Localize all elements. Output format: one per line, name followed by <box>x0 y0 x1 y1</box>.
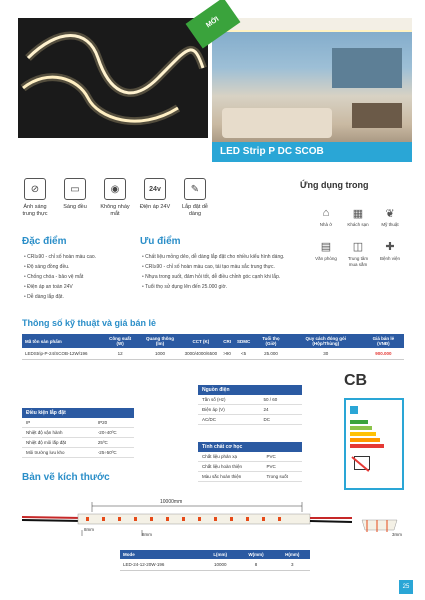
table-row <box>22 418 134 428</box>
table-cell: <5 <box>234 348 253 360</box>
table-cell: LEDStrip-P-24/SCOB-12W/196 <box>22 348 102 360</box>
column-header: W(mm) <box>237 550 274 559</box>
value-cell: DC <box>260 415 303 425</box>
value-cell: -25÷50ºC <box>94 448 134 458</box>
key-cell: Chất liệu phản xạ <box>198 452 263 462</box>
list-item: • Tuổi thọ sử dụng lên đến 25.000 giờ. <box>142 282 307 292</box>
dimension-width: 8mm <box>84 527 94 532</box>
column-header: Quang thông (lm) <box>138 334 181 348</box>
table-row <box>198 415 302 425</box>
table-cell: 1000 <box>138 348 181 360</box>
characteristics-title: Đặc điểm <box>22 236 67 247</box>
column-header: L(mm) <box>203 550 238 559</box>
hospital-icon: ✚ <box>385 240 395 253</box>
eye-icon: ◉ <box>104 178 126 200</box>
hotel-icon: ▦ <box>352 207 364 220</box>
spa-icon: ❦ <box>385 207 395 220</box>
house-icon: ⌂ <box>322 207 330 219</box>
table-row <box>22 448 134 458</box>
spec-table <box>22 334 404 360</box>
column-header: Công suất (W) <box>102 334 138 348</box>
key-cell: Môi trường lưu kho <box>22 448 94 458</box>
new-badge: MỚI <box>186 0 241 48</box>
table-row <box>22 348 404 360</box>
table-header-row <box>120 550 310 559</box>
box-title: Điều kiện lắp đặt <box>22 408 134 418</box>
characteristics-list <box>24 252 134 302</box>
advantages-list <box>142 252 307 292</box>
column-header: H(mm) <box>275 550 310 559</box>
install-box <box>22 408 134 458</box>
app-label: Trung tâm mua sắm <box>347 256 369 267</box>
table-cell: 30 <box>289 348 363 360</box>
key-cell: Điện áp (V) <box>198 405 260 415</box>
list-item: • Điện áp an toàn 24V <box>24 282 134 292</box>
column-header: CRI <box>220 334 234 348</box>
column-header: Quy cách đóng gói (Hộp/Thùng) <box>289 334 363 348</box>
list-item: • Dễ dàng lắp đặt. <box>24 292 134 302</box>
column-header: Tuổi thọ (Giờ) <box>253 334 288 348</box>
key-cell: Màu sắc hoàn thiện <box>198 472 263 482</box>
list-item: • CRI≥90 - chỉ số hoàn màu cao, tái tạo màu sắc trung thực. <box>142 262 307 272</box>
led-dots <box>78 514 308 524</box>
value-cell: 24 <box>260 405 303 415</box>
column-header: Mode <box>120 550 203 559</box>
led-strip-photo <box>18 18 208 138</box>
value-cell: PVC <box>263 452 302 462</box>
app-label: Mỹ thuật <box>381 222 399 227</box>
table-row <box>198 395 302 405</box>
voltage-icon: 24v <box>144 178 166 200</box>
office-icon: ▤ <box>320 240 332 253</box>
table-cell: 3 <box>275 559 310 571</box>
value-cell: 50 / 60 <box>260 395 303 405</box>
value-cell: 25ºC <box>94 438 134 448</box>
table-row <box>22 428 134 438</box>
dimension-height: 3mm <box>392 532 402 537</box>
advantages-title: Ưu điểm <box>140 236 181 247</box>
column-header: Giá bán lẻ (VNĐ) <box>363 334 404 348</box>
price-cell: 900.000 <box>363 348 404 360</box>
cb-mark: CB <box>344 372 368 389</box>
feature-label: Sáng đều <box>63 204 87 210</box>
table-cell: 25.000 <box>253 348 288 360</box>
key-cell: IP <box>22 418 94 428</box>
dimension-length: 10000mm <box>160 499 183 505</box>
key-cell: Tần số (Hz) <box>198 395 260 405</box>
living-room-photo <box>212 18 412 160</box>
list-item: • Nhựa trong suốt, đảm hỏi tốt, dễ điều chỉnh góc cạnh khi lắp. <box>142 272 307 282</box>
table-cell: 8 <box>237 559 274 571</box>
column-header: CCT (K) <box>182 334 221 348</box>
table-cell: 3000/4000/6500 <box>182 348 221 360</box>
column-header: Mã tồn sản phẩm <box>22 334 102 348</box>
feature-label: Không nháy mắt <box>100 204 130 217</box>
install-icon: ✎ <box>184 178 206 200</box>
value-cell: Trong suốt <box>263 472 302 482</box>
table-cell: >90 <box>220 348 234 360</box>
table-cell: 10000 <box>203 559 238 571</box>
list-item: • Chống chóa - bảo vệ mắt <box>24 272 134 282</box>
list-item: • Độ sáng đồng đều. <box>24 262 134 272</box>
feature-label: Điện áp 24V <box>139 204 171 210</box>
table-row <box>198 405 302 415</box>
list-item: • CRI≥90 - chỉ số hoàn màu cao. <box>24 252 134 262</box>
feature-label: Ánh sáng trung thực <box>22 204 48 217</box>
value-cell: IP20 <box>94 418 134 428</box>
table-row <box>198 462 302 472</box>
list-item: • Chất liệu mỏng dẻo, dễ dàng lắp đặt cho nhiều kiểu hình dáng. <box>142 252 307 262</box>
no-dots-icon: ⊘ <box>24 178 46 200</box>
app-label: Bệnh viện <box>379 256 400 261</box>
key-cell: Chất liệu hoàn thiện <box>198 462 263 472</box>
energy-label-icon <box>344 398 404 490</box>
table-header-row <box>22 334 404 348</box>
page-number: 25 <box>399 580 413 594</box>
value-cell: PVC <box>263 462 302 472</box>
key-cell: Nhiệt độ vận hành <box>22 428 94 438</box>
feature-label: Lắp đặt dễ dàng <box>182 204 208 217</box>
table-row <box>198 472 302 482</box>
table-row <box>22 438 134 448</box>
app-label: Khách sạn <box>347 222 369 227</box>
dimension-table <box>120 550 310 571</box>
mall-icon: ◫ <box>352 240 364 253</box>
dimension-pitch: 8mm <box>142 532 152 537</box>
applications-title: Ứng dụng trong <box>300 180 369 190</box>
dimension-drawing <box>22 496 412 552</box>
mechanical-box <box>198 442 302 482</box>
app-label: Nhà ở <box>319 222 333 227</box>
key-cell: Nhiệt độ môi lắp đặt <box>22 438 94 448</box>
drawing-title: Bản vẽ kích thước <box>22 472 110 483</box>
table-row <box>198 452 302 462</box>
app-label: Văn phòng <box>315 256 337 261</box>
value-cell: -20÷40ºC <box>94 428 134 438</box>
light-strip-icon: ▭ <box>64 178 86 200</box>
key-cell: AC/DC <box>198 415 260 425</box>
box-title: Tính chất cơ học <box>198 442 302 452</box>
table-cell: 12 <box>102 348 138 360</box>
power-box <box>198 385 302 425</box>
product-title: LED Strip P DC SCOB <box>212 142 412 162</box>
column-header: SDMC <box>234 334 253 348</box>
table-row <box>120 559 310 571</box>
box-title: Nguồn điện <box>198 385 302 395</box>
spec-section-title: Thông số kỹ thuật và giá bán lẻ <box>22 318 157 328</box>
table-cell: LED-24-12-20W-196 <box>120 559 203 571</box>
